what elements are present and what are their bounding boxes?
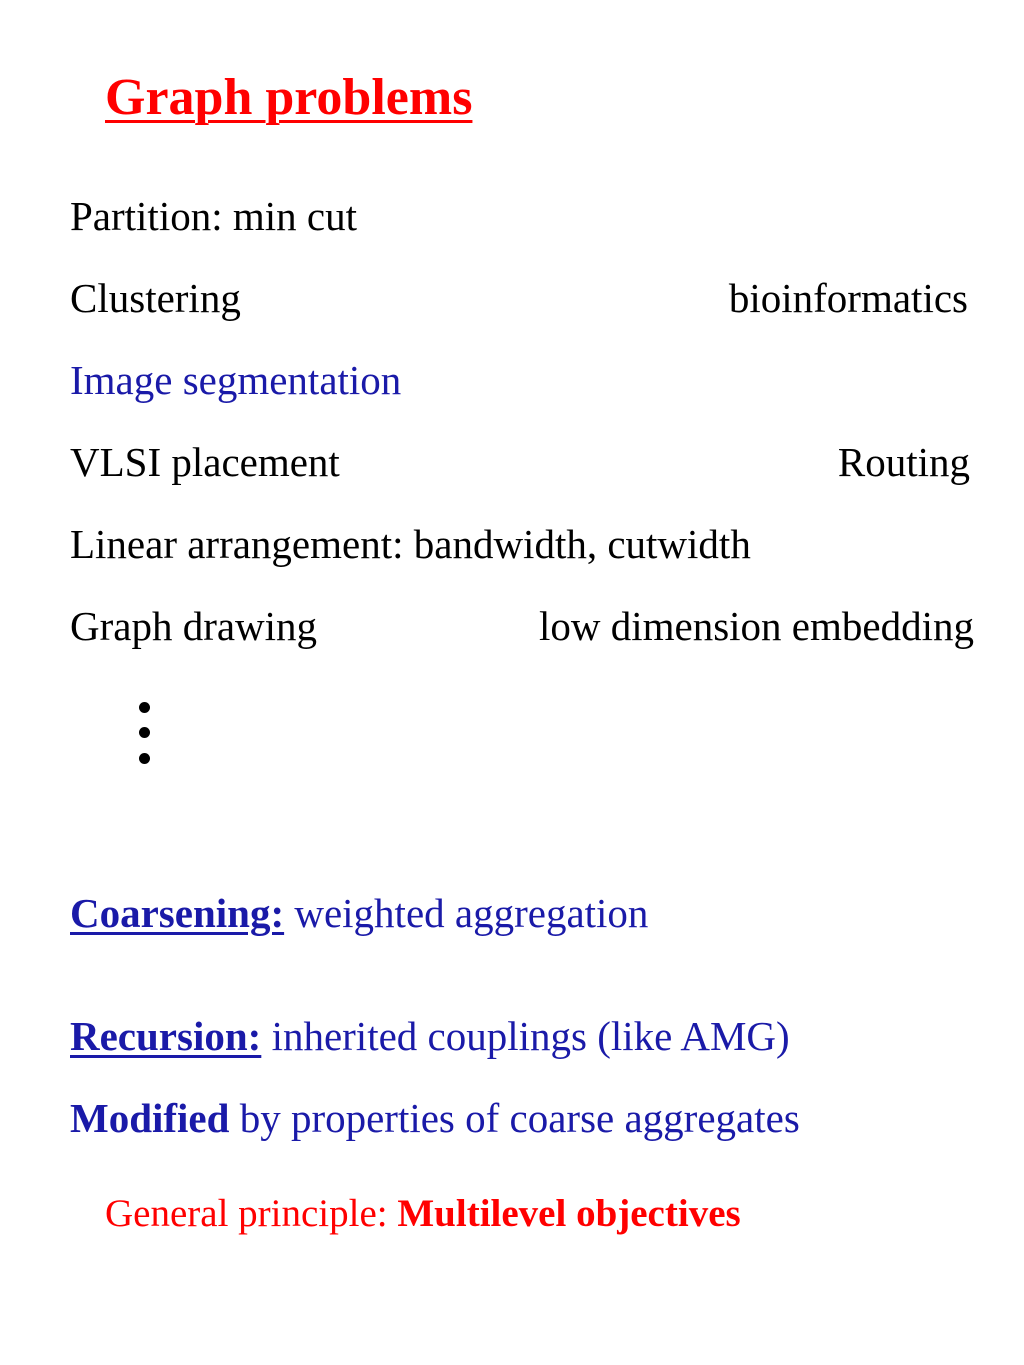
- recursion-line: [70, 1013, 790, 1059]
- problem-vlsi-placement: VLSI placement: [70, 439, 340, 485]
- recursion-label: Recursion:: [70, 1013, 262, 1059]
- problem-clustering-application: bioinformatics: [728, 275, 968, 321]
- coarsening-line: [70, 890, 649, 936]
- principle-line: [105, 1194, 741, 1233]
- principle-label: General principle:: [105, 1192, 398, 1235]
- problem-linear-arrangement: Linear arrangement: bandwidth, cutwidth: [70, 521, 751, 567]
- problem-partition: Partition: min cut: [70, 193, 357, 239]
- modified-label: Modified: [70, 1095, 230, 1141]
- page-title: Graph problems: [105, 69, 473, 126]
- modified-text: by properties of coarse aggregates: [229, 1095, 800, 1141]
- problem-clustering: Clustering: [70, 275, 241, 321]
- vertical-ellipsis-icon: [137, 702, 151, 768]
- problem-low-dimension-embedding: low dimension embedding: [538, 603, 974, 649]
- modified-line: [70, 1095, 800, 1141]
- problem-image-segmentation: Image segmentation: [70, 357, 402, 403]
- coarsening-label: Coarsening:: [70, 890, 285, 936]
- problem-graph-drawing: Graph drawing: [70, 603, 318, 649]
- recursion-text: inherited couplings (like AMG): [261, 1013, 790, 1059]
- principle-text: Multilevel objectives: [397, 1192, 741, 1235]
- problem-routing: Routing: [837, 439, 970, 485]
- coarsening-text: weighted aggregation: [284, 890, 649, 936]
